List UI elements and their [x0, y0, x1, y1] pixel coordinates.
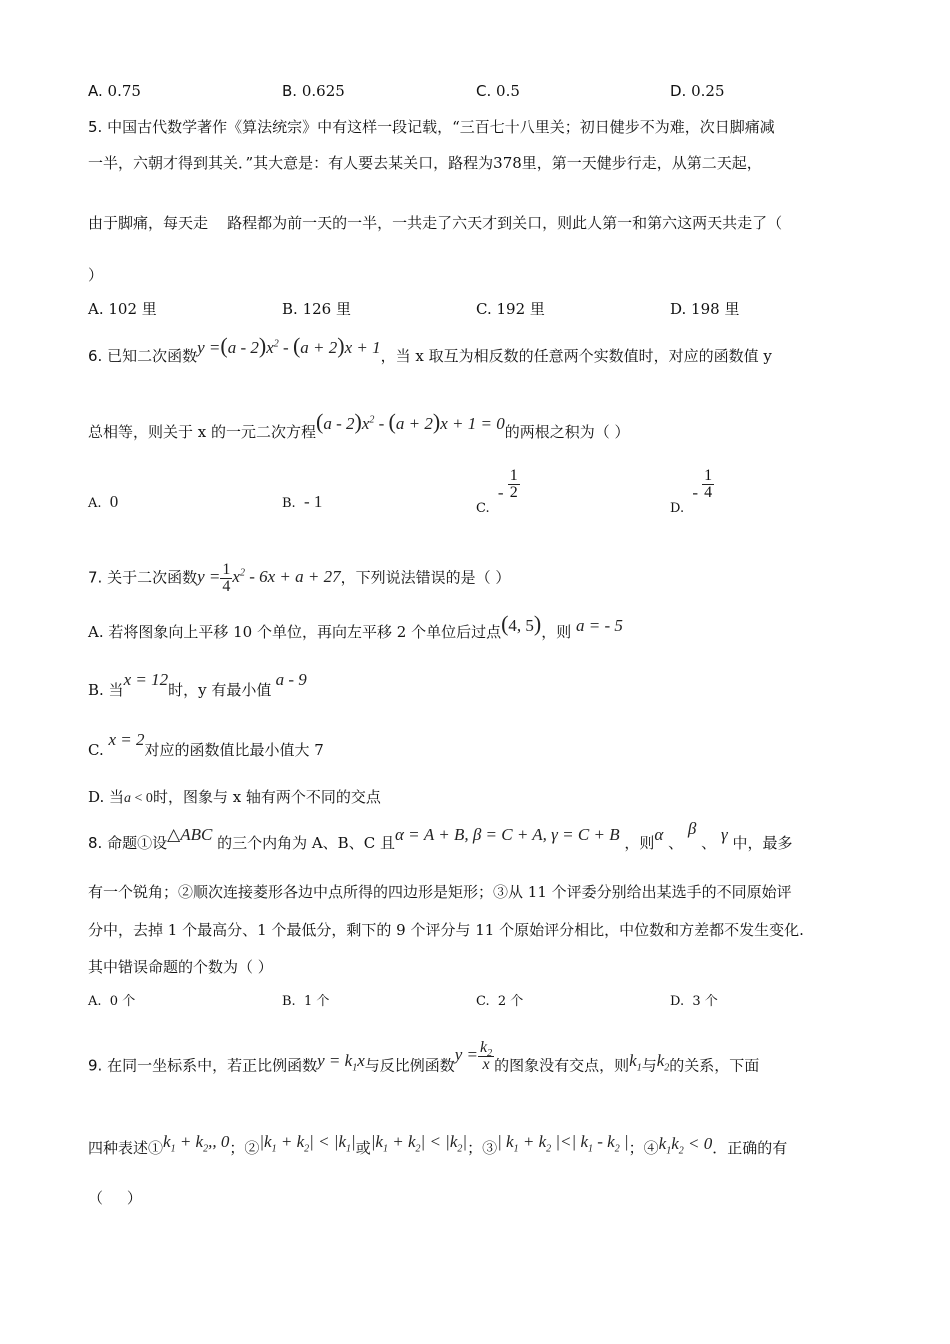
- q8-angle-formula: α = A + B, β = C + A, γ = C + B: [394, 825, 620, 844]
- q8-line-2: 有一个锐角；②顺次连接菱形各边中点所得的四边形是矩形；③从 11 个评委分别给出某选手的不同原始评: [88, 883, 792, 901]
- q6-line-2: 总相等，则关于 x 的一元二次方程$(a - 2)x^2 - (a + 2)x + 1 = 0$的两根之积为（ ）: [88, 409, 630, 441]
- q8-option-d: D. 3 个: [670, 994, 718, 1009]
- q4-option-b: B. 0.625: [282, 82, 345, 100]
- q7-line-1: 7. 关于二次函数y = $\frac{1}{4}$ $x^2 - 6x + a + 27$，下列说法错误的是（ ）: [88, 561, 511, 595]
- q6-equation: $(a - 2)x^2 - (a + 2)x + 1 = 0$: [316, 409, 505, 434]
- q6-option-a: A. 0: [88, 492, 119, 511]
- q7-option-c: C. x = 2对应的函数值比最小值大 7: [88, 730, 324, 759]
- q9-line-2: 四种表述$①k_1 + k_2$,, 0；$②|k_1 + k_2| < |k_1|$或$|k_1 + k_2| < |k_2|$；③| $k_1 + k_2$ |<| $k_1 - k_2$ |；$④k_1k_2 < 0$．正确的有: [88, 1132, 788, 1157]
- q7-option-b: B. 当x = 12时，y 有最小值 a - 9: [88, 670, 307, 699]
- q5-option-a: A. 102 里: [88, 300, 157, 318]
- q6-option-c: C. - $\frac{1}{2}$: [476, 467, 518, 516]
- q5-line-4: ）: [88, 266, 104, 284]
- q6-line-1: 6. 已知二次函数$y =(a - 2)x^2 - (a + 2)x + 1$，当 x 取互为相反数的任意两个实数值时，对应的函数值 y: [88, 333, 772, 365]
- q9-line-1: 9. 在同一坐标系中，若正比例函数$y = k_1x$与反比例函数y = $\frac{k_2}{x}$ 的图象没有交点，则$k_1$与$k_2$的关系，下面: [88, 1039, 760, 1075]
- q8-line-1: 8. 命题①设△ABC 的三个内角为 A、B、C 且α = A + B, β = C + A, γ = C + B ，则α 、 β 、 γ 中，最多: [88, 819, 793, 852]
- q4-option-c: C. 0.5: [476, 82, 520, 100]
- q9-inverse-function: y = $\frac{k_2}{x}$: [454, 1039, 493, 1073]
- q5-option-d: D. 198 里: [670, 300, 740, 318]
- q8-option-a: A. 0 个: [88, 994, 136, 1009]
- q6-option-b: B. - 1: [282, 492, 323, 511]
- q4-option-a: A. 0.75: [88, 82, 141, 100]
- q8-option-c: C. 2 个: [476, 994, 524, 1009]
- q5-option-c: C. 192 里: [476, 300, 545, 318]
- q5-line-3: 由于脚痛，每天走 路程都为前一天的一半，一共走了六天才到关口，则此人第一和第六这两天共走了（: [88, 214, 783, 232]
- q4-option-d: D. 0.25: [670, 82, 725, 100]
- q6-option-d: D. - $\frac{1}{4}$: [670, 467, 713, 516]
- q7-function: y = $\frac{1}{4}$ $x^2 - 6x + a + 27$: [197, 561, 341, 595]
- q7-point: (4, 5): [501, 611, 542, 636]
- q5-line-2: 一半，六朝才得到其关．”其大意是：有人要去某关口，路程为378里，第一天健步行走，从第二天起，: [88, 154, 762, 172]
- q9-line-3: （ ）: [88, 1189, 142, 1207]
- q7-option-d: D. 当a < 0时，图象与 x 轴有两个不同的交点: [88, 788, 381, 806]
- q5-option-b: B. 126 里: [282, 300, 351, 318]
- q8-line-3: 分中，去掉 1 个最高分、1 个最低分，剩下的 9 个评分与 11 个原始评分相比，中位数和方差都不发生变化.: [88, 921, 804, 939]
- q5-line-1: 5. 中国古代数学著作《算法统宗》中有这样一段记载，“三百七十八里关；初日健步不为难，次日脚痛减: [88, 118, 775, 136]
- q6-function: $y =(a - 2)x^2 - (a + 2)x + 1$: [197, 333, 381, 358]
- q8-line-4: 其中错误命题的个数为（ ）: [88, 958, 273, 976]
- q7-option-a: A. 若将图象向上平移 10 个单位，再向左平移 2 个单位后过点(4, 5)，则 a = - 5: [88, 611, 623, 641]
- q8-option-b: B. 1 个: [282, 994, 330, 1009]
